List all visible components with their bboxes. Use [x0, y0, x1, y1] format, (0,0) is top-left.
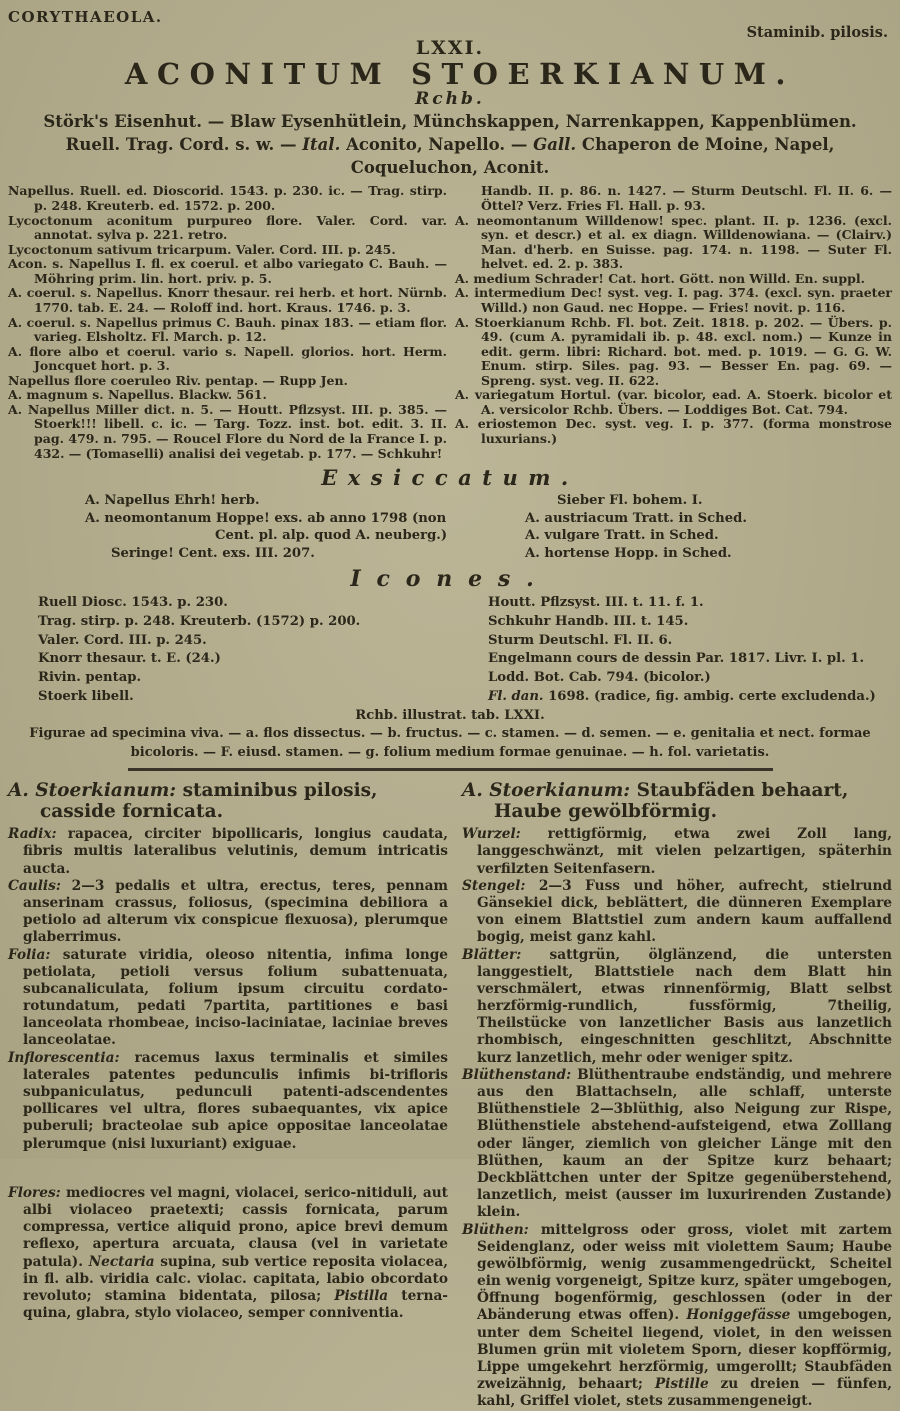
synonymy-column-right: [455, 184, 892, 461]
exsiccatum-entry: A. vulgare Tratt. in Sched.: [525, 528, 719, 544]
icones-entry: Trag. stirp. p. 248. Kreuterb. (1572) p. 200.: [38, 613, 361, 629]
synonymy-entry-continuation: Handb. II. p. 86. n. 1427. — Sturm Deutschl. Fl. II. 6. — Öttel? Verz. Fries Fl. Hall. p. 93.: [480, 183, 892, 214]
description-paragraph-wurzel: Wurzel: rettigförmig, etwa zwei Zoll lang, langgeschwänzt, mit vielen pelzartigen, späterhin verfilzten Seitenfasern.: [462, 826, 892, 877]
exsiccatum-entry: Seringe! Cent. exs. III. 207.: [111, 545, 315, 561]
description-section: [8, 780, 892, 1411]
description-paragraph-blaetter: Blätter: sattgrün, ölglänzend, die untersten langgestielt, Blattstiele nach dem Blatt hin verschmälert, etwas rinnenförmig, Blatt selbst herzförmig-rundlich, fussförmig, 7theilig, Theilstücke von lanzetlicher Basis aus lanzetlich rhombisch, eingeschnitten geschlitzt, Abschnitte kurz lanzetlich, mehr oder weniger spitz.: [462, 946, 892, 1066]
running-head-left: CORYTHAEOLA.: [8, 8, 163, 26]
icones-entry: Schkuhr Handb. III. t. 145.: [488, 613, 689, 629]
description-paragraph-radix: Radix: rapacea, circiter bipollicaris, longius caudata, fibris multis lateralibus velutinis, demum intricatis aucta.: [8, 826, 448, 877]
icones-entry: Stoerk libell.: [38, 688, 134, 704]
synonymy-section: [8, 184, 892, 461]
icones-entry: Sturm Deutschl. Fl. II. 6.: [488, 632, 673, 648]
exsiccatum-entry: A. neomontanum Hoppe! exs. ab anno 1798 (non Cent. pl. alp. quod A. neuberg.): [85, 510, 448, 544]
section-divider: [128, 768, 773, 771]
section-heading-icones: Icones.: [350, 565, 550, 592]
icones-entry: Valer. Cord. III. p. 245.: [38, 632, 207, 648]
description-german: [462, 780, 892, 1411]
icones-column-right: [458, 594, 876, 706]
description-paragraph-stengel: Stengel: 2—3 Fuss und höher, aufrecht, stielrund Gänsekiel dick, beblättert, die dünneren Exemplare von einem Blattstiel zum andern kaum auffallend bogig, meist ganz kahl.: [462, 877, 892, 946]
synonymy-entry: A. eriostemon Dec. syst. veg. I. p. 377. (forma monstrose luxurians.): [454, 416, 892, 447]
description-latin: [8, 780, 448, 1411]
synonymy-entry: A. flore albo et coerul. vario s. Napell. glorios. hort. Herm. Joncquet hort. p. 3.: [8, 343, 447, 374]
icones-entry: Engelmann cours de dessin Par. 1817. Livr. I. pl. 1.: [488, 651, 865, 667]
description-paragraph-bluethen: Blüthen: mittelgross oder gross, violet mit zartem Seidenglanz, oder weiss mit violettem Saum; Haube gewölbförmig, wenig zusammengedrückt, Scheitel ein wenig vorgeneigt, Spitze kurz, später umgebogen, Öffnung bogenförmig, geschlossen (oder in der Abänderung etwas offen). Honiggefässe umgebogen, unter dem Scheitel liegend, violet, in den weissen Blumen grün mit violetem Sporn, dieser kopfförmig, Lippe umgekehrt herzförmig, umgerollt; Staubfäden zweizähnig, behaart; Pistille zu dreien — fünfen, kahl, Griffel violet, stets zusammengeneigt.: [462, 1221, 892, 1410]
icones-entry: Lodd. Bot. Cab. 794. (bicolor.): [488, 670, 711, 686]
running-head-right: Staminib. pilosis.: [746, 24, 888, 41]
vernacular-names: [8, 111, 892, 179]
species-title: ACONITUM STOERKIANUM.: [124, 57, 796, 91]
synonymy-entry: Lycoctonum sativum tricarpum. Valer. Cord. III. p. 245.: [8, 241, 396, 257]
synonymy-entry: A. magnum s. Napellus. Blackw. 561.: [8, 387, 267, 403]
vernacular-line-2: Ruell. Trag. Cord. s. w. — Ital. Aconito, Napello. — Gall. Chaperon de Moine, Napel, Coqueluchon, Aconit.: [65, 134, 835, 177]
vernacular-line-1: Störk's Eisenhut. — Blaw Eysenhütlein, Münchskappen, Narrenkappen, Kappenblümen.: [43, 112, 857, 132]
description-heading-latin: A. Stoerkianum: staminibus pilosis, casside fornicata.: [8, 779, 378, 823]
synonymy-entry: Napellus. Ruell. ed. Dioscorid. 1543. p. 230. ic. — Trag. stirp. p. 248. Kreuterb. ed. 1572. p. 200.: [8, 183, 447, 214]
synonymy-entry: Lycoctonum aconitum purpureo flore. Valer. Cord. var. annotat. sylva p. 221. retro.: [8, 212, 447, 243]
icones-section: [8, 594, 892, 706]
icones-column-left: [8, 594, 458, 706]
description-paragraph-folia: Folia: saturate viridia, oleoso nitentia, infima longe petiolata, petioli versus folium subattenuata, subcanaliculata, folium ipsum circuitu cordato-rotundatum, pedati 7partita, partitiones e basi lanceolata rhombeae, inciso-laciniatae, laciniae breves lanceolatae.: [8, 946, 448, 1049]
description-paragraph-inflorescentia: Inflorescentia: racemus laxus terminalis et similes laterales patentes pedunculis infimis bi-trifloris subpaniculatus, pedunculi patenti-adscendentes pollicares vel ultra, flores subaequantes, vix apice puberuli; bracteolae sub apice oppositae lanceolatae plerumque (nisi luxuriant) exiguae.: [8, 1049, 448, 1152]
icones-entry: Knorr thesaur. t. E. (24.): [38, 651, 221, 667]
exsiccatum-entry: A. Napellus Ehrh! herb.: [85, 493, 260, 509]
icones-entry: Fl. dan. 1698. (radice, fig. ambig. certe excludenda.): [488, 688, 876, 704]
description-heading-german: A. Stoerkianum: Staubfäden behaart, Haube gewölbförmig.: [462, 779, 849, 823]
synonymy-entry: A. coerul. s. Napellus primus C. Bauh. pinax 183. — etiam flor. varieg. Elsholtz. Fl. March. p. 12.: [8, 314, 447, 345]
synonymy-entry: A. variegatum Hortul. (var. bicolor, ead. A. Stoerk. bicolor et A. versicolor Rchb. Übers. — Loddiges Bot. Cat. 794.: [454, 387, 892, 417]
synonymy-column-left: [8, 184, 447, 461]
figurae-caption: Figurae ad specimina viva. — a. flos dissectus. — b. fructus. — c. stamen. — d. semen. — e. genitalia et nect. formae bicoloris. — F. eiusd. stamen. — g. folium medium formae genuinae. — h. fol. varietatis.: [29, 725, 871, 761]
description-paragraph-flores: Flores: mediocres vel magni, violacei, serico-nitiduli, aut albi violaceo praetexti; cassis fornicata, parum compressa, vertice aliquid prono, apice brevi demum reflexo, apertura arcuata, clausa (vel in varietate patula). Nectaria supina, sub vertice reposita violacea, in fl. alb. viridia calc. violac. capitata, labio obcordato revoluto; stamina bidentata, pilosa; Pistilla terna-quina, glabra, stylo violaceo, semper conniventia.: [8, 1184, 448, 1322]
description-paragraph-bluethenstand: Blüthenstand: Blüthentraube endständig, und mehrere aus den Blattachseln, alle schlaff, unterste Blüthenstiele 2—3blüthig, also Neigung zur Rispe, Blüthenstiele abstehend-aufsteigend, etwa Zolllang oder länger, ziemlich von gleicher Länge mit den Blüthen, kaum an der Spitze kurz behaart; Deckblättchen unter der Spitze gegenüberstehend, lanzetlich, meist (ausser im luxurirenden Zustande) klein.: [462, 1066, 892, 1221]
synonymy-entry: A. coerul. s. Napellus. Knorr thesaur. rei herb. et hort. Nürnb. 1770. tab. E. 24. — Roloff ind. hort. Kraus. 1746. p. 3.: [8, 285, 447, 315]
synonymy-entry: A. intermedium Dec! syst. veg. I. pag. 374. (excl. syn. praeter Willd.) non Gaud. nec Hoppe. — Fries! novit. p. 116.: [454, 285, 892, 315]
species-author: Rchb.: [415, 89, 485, 110]
exsiccatum-column-left: [8, 492, 458, 562]
synonymy-entry: A. medium Schrader! Cat. hort. Gött. non Willd. En. suppl.: [454, 270, 865, 286]
description-paragraph-caulis: Caulis: 2—3 pedalis et ultra, erectus, teres, pennam anserinam crassus, foliosus, (specimina debiliora a petiolo ad alterum vix conspicue flexuosa), plerumque glaberrimus.: [8, 877, 448, 946]
plate-number: LXXI.: [415, 37, 485, 59]
synonymy-entry: Acon. s. Napellus I. fl. ex coerul. et albo variegato C. Bauh. — Möhring prim. lin. hort. priv. p. 5.: [8, 256, 447, 286]
synonymy-entry: A. neomontanum Willdenow! spec. plant. II. p. 1236. (excl. syn. et descr.) et al. ex diagn. Willdenowiana. — (Clairv.) Man. d'herb. en Suisse. pag. 174. n. 1198. — Suter Fl. helvet. ed. 2. p. 383.: [454, 212, 892, 272]
icones-entry: Houtt. Pflzsyst. III. t. 11. f. 1.: [488, 595, 704, 611]
icones-entry: Rivin. pentap.: [38, 670, 142, 686]
synonymy-entry: A. Stoerkianum Rchb. Fl. bot. Zeit. 1818. p. 202. — Übers. p. 49. (cum A. pyramidali ib. p. 48. excl. nom.) — Kunze in edit. germ. libri: Richard. bot. med. p. 1019. — G. G. W. Enum. stirp. Siles. pag. 93. — Besser En. pag. 69. — Spreng. syst. veg. II. 622.: [454, 314, 892, 388]
exsiccatum-section: [8, 492, 892, 562]
exsiccatum-column-right: [458, 492, 747, 562]
exsiccatum-entry: Sieber Fl. bohem. I.: [557, 493, 703, 509]
synonymy-entry: A. Napellus Miller dict. n. 5. — Houtt. Pflzsyst. III. p. 385. — Stoerk!!! libell. c. ic. — Targ. Tozz. inst. bot. edit. 3. II. pag. 479. n. 795. — Roucel Flore du Nord de la France I. p. 432. — (Tomaselli) analisi dei vegetab. p. 177. — Schkuhr!: [8, 401, 447, 461]
section-heading-exsiccatum: Exsiccatum.: [321, 465, 579, 491]
exsiccatum-entry: A. austriacum Tratt. in Sched.: [525, 510, 747, 526]
icones-entry: Ruell Diosc. 1543. p. 230.: [38, 595, 228, 611]
icones-footer: Rchb. illustrat. tab. LXXI.: [355, 707, 545, 723]
synonymy-entry: Napellus flore coeruleo Riv. pentap. — Rupp Jen.: [8, 372, 348, 388]
exsiccatum-entry: A. hortense Hopp. in Sched.: [525, 545, 732, 561]
